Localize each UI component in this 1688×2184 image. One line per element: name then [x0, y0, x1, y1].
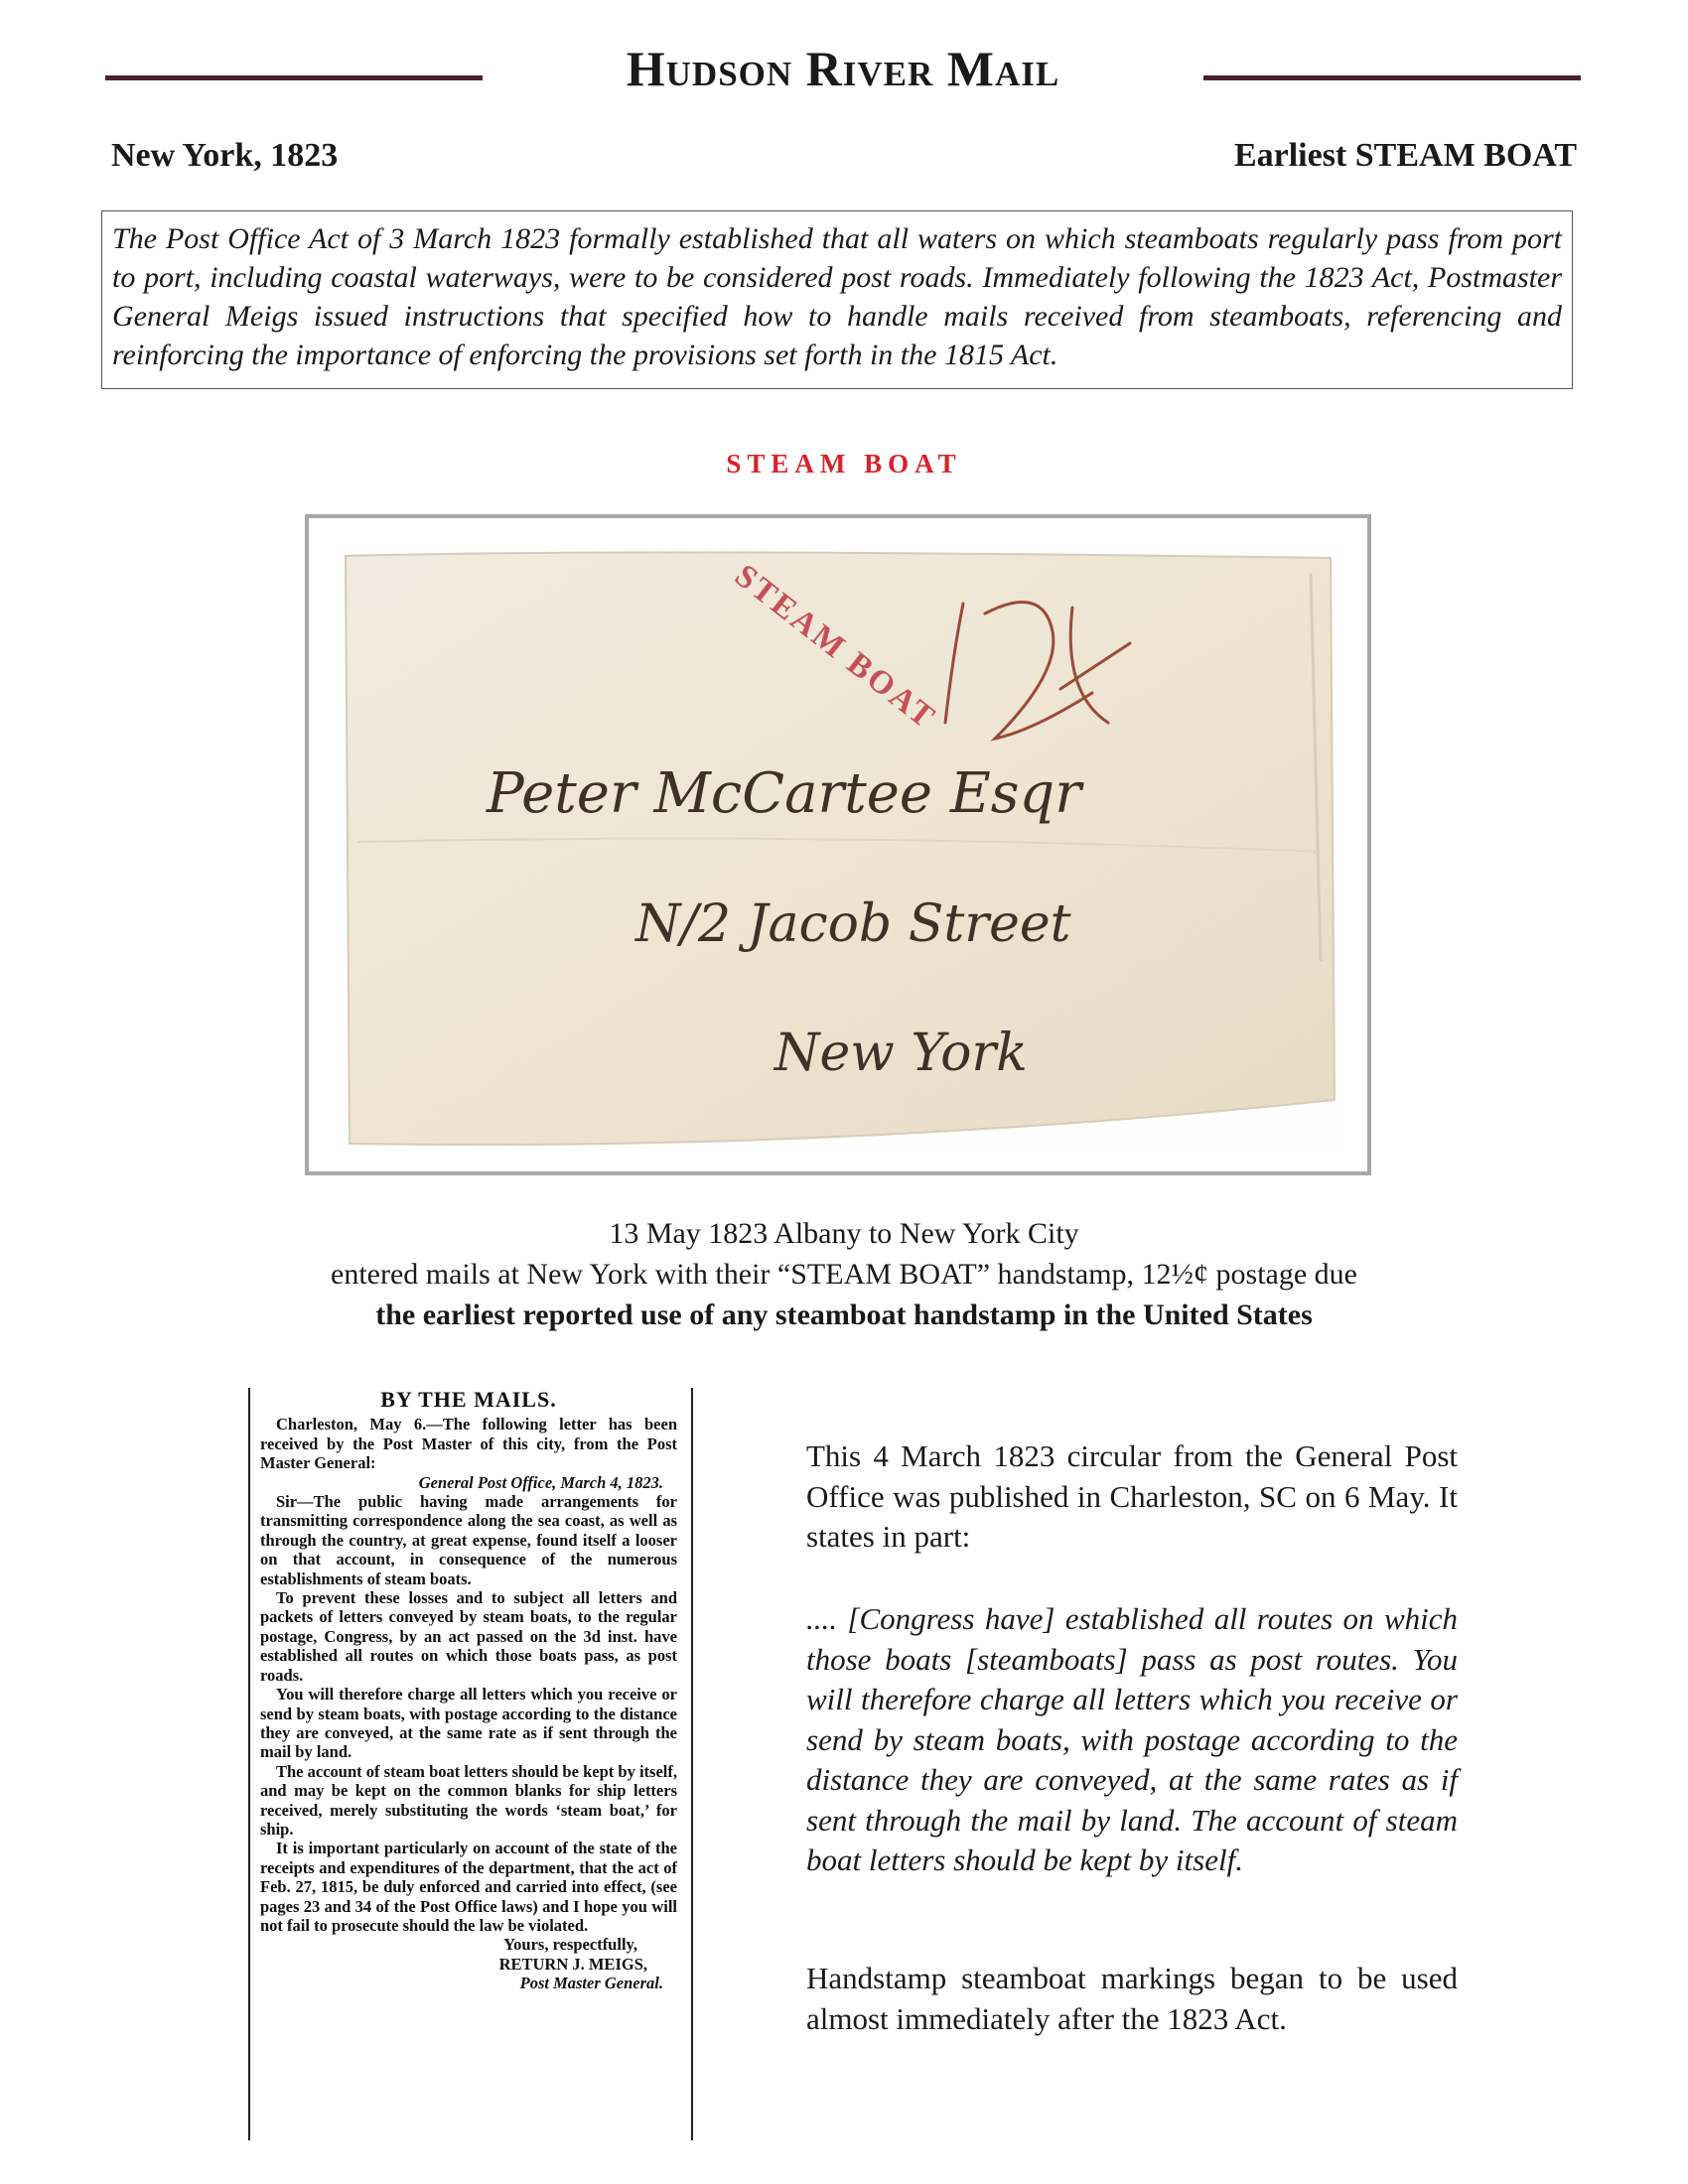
- stamp-label: STEAM BOAT: [726, 449, 962, 478]
- title-rule-left: [105, 75, 483, 80]
- clipping-closing: Yours, respectfully,: [503, 1935, 637, 1955]
- intro-text-box: The Post Office Act of 3 March 1823 formally established that all waters on which steamboats regularly pass from port to port, including coastal waterways, were to be considered post roads. Immediately following the 1823 Act, Postmaster General Meigs issued instructions that specified how to handle mails received from steamboats, referencing and reinforcing the importance of enforcing the provisions set forth in the 1815 Act.: [101, 210, 1573, 389]
- page-title: Hudson River Mail: [626, 41, 1060, 96]
- newspaper-clipping: [248, 1388, 693, 2140]
- clipping-heading: BY THE MAILS.: [380, 1388, 557, 1412]
- addressee-name: Peter McCartee Esqr: [487, 761, 1082, 826]
- address-street: N/2 Jacob Street: [635, 894, 1071, 954]
- clipping-paragraph: To prevent these losses and to subject all letters and packets of letters conveyed by steam boats, to the regular postage, Congress, by an act passed on the 3d inst. have established all routes on which those boats pass, as post roads.: [260, 1588, 677, 1685]
- page-subject: Earliest STEAM BOAT: [1233, 137, 1577, 174]
- cover-caption: [0, 1213, 1688, 1335]
- side-intro: This 4 March 1823 circular from the General Post Office was published in Charleston, SC on 6 May. It states in part:: [806, 1438, 1458, 1554]
- clipping-dateline: General Post Office, March 4, 1823.: [418, 1472, 663, 1492]
- caption-line-1: 13 May 1823 Albany to New York City: [609, 1217, 1079, 1250]
- clipping-paragraph: Charleston, May 6.—The following letter has been received by the Post Master of this city, from the Post Master General:: [260, 1415, 677, 1473]
- stampless-cover: [338, 544, 1340, 1152]
- caption-line-2: entered mails at New York with their “STEAM BOAT” handstamp, 12½¢ postage due: [331, 1258, 1357, 1291]
- clipping-paragraph: Sir—The public having made arrangements for transmitting correspondence along the sea coast, as well as through the country, at great expense, found itself a looser on that account, in consequence of the numerous establishments of steam boats.: [260, 1492, 677, 1588]
- clipping-signature-title: Post Master General.: [519, 1974, 663, 1993]
- clipping-paragraph: It is important particularly on account of the state of the receipts and expenditures of the department, that the act of Feb. 27, 1815, be duly enforced and carried into effect, (see pages 23 and 34 of the Post Office laws) and I hope you will not fail to prosecute should the law be violated.: [260, 1839, 677, 1935]
- steam-boat-handstamp: STEAM BOAT: [728, 557, 943, 738]
- clipping-signature: RETURN J. MEIGS,: [498, 1954, 647, 1974]
- side-conclusion: Handstamp steamboat markings began to be used almost immediately after the 1823 Act.: [806, 1961, 1458, 2036]
- rate-text: 12½: [1072, 604, 1074, 605]
- title-rule-right: [1203, 75, 1581, 80]
- address-city: New York: [774, 1024, 1028, 1083]
- side-quote: .... [Congress have] established all routes on which those boats [steamboats] pass as post routes. You will therefore charge all letters which you receive or send by steam boats, with postage according to the distance they are conveyed, at the same rates as if sent through the mail by land. The account of steam boat letters should be kept by itself.: [806, 1601, 1458, 1877]
- clipping-paragraph: You will therefore charge all letters which you receive or send by steam boats, with postage according to the distance they are conveyed, at the same rate as if sent through the mail by land.: [260, 1685, 677, 1762]
- clipping-paragraph: The account of steam boat letters should be kept by itself, and may be kept on the common blanks for ship letters received, merely substituting the words ‘steam boat,’ for ship.: [260, 1761, 677, 1839]
- location-year: New York, 1823: [111, 137, 339, 174]
- caption-line-3: the earliest reported use of any steamboat handstamp in the United States: [375, 1298, 1313, 1331]
